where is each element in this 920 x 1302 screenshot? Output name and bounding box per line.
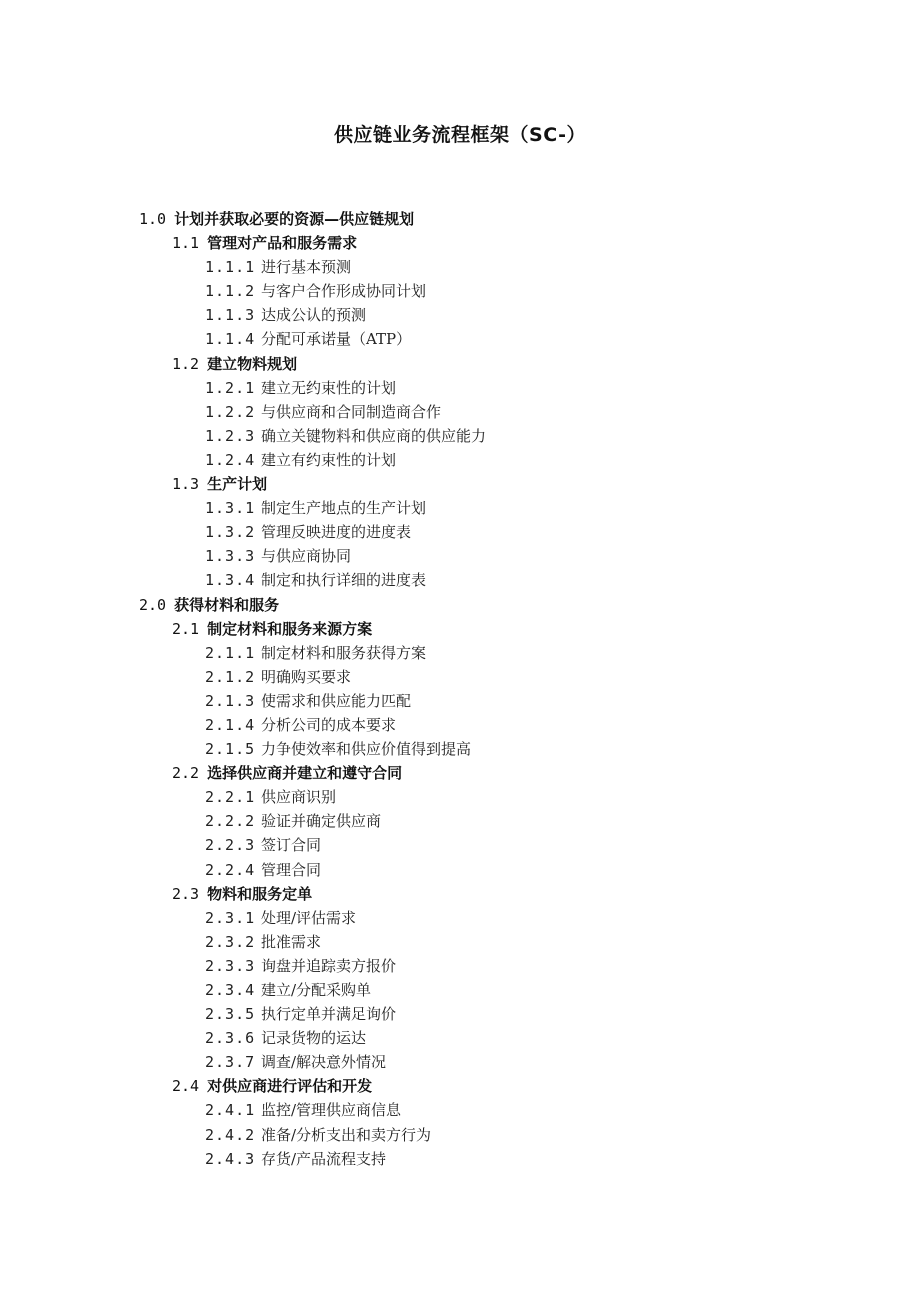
outline-number: 2.1.2	[205, 667, 256, 686]
outline-number: 2.1.1	[205, 643, 256, 662]
outline-text: 使需求和供应能力匹配	[261, 691, 412, 710]
outline-number: 1.3.2	[205, 523, 256, 542]
outline-number: 1.1.3	[205, 306, 256, 325]
outline-item	[0, 689, 920, 713]
outline-item	[0, 448, 920, 472]
outline-text: 建立/分配采购单	[261, 981, 372, 999]
outline-number: 2.1.5	[205, 740, 256, 759]
outline-number: 2.4	[172, 1077, 200, 1096]
outline-number: 2.3.4	[205, 981, 256, 999]
subsection-heading	[0, 352, 920, 376]
outline-text: 执行定单并满足询价	[261, 1005, 397, 1024]
outline-text: 制定材料和服务获得方案	[261, 643, 427, 662]
outline-number: 2.2.2	[205, 812, 256, 831]
outline-text: 对供应商进行评估和开发	[207, 1077, 373, 1096]
outline-text: 力争使效率和供应价值得到提高	[261, 740, 472, 759]
outline-text: 建立有约束性的计划	[261, 450, 397, 469]
outline-item	[0, 279, 920, 303]
outline-number: 1.3.4	[205, 571, 256, 590]
outline-number: 2.1	[172, 619, 200, 638]
outline-text: 存货/产品流程支持	[261, 1149, 387, 1168]
outline-number: 1.3.3	[205, 547, 256, 566]
outline-item	[0, 255, 920, 279]
outline-text: 管理反映进度的进度表	[261, 523, 412, 542]
outline-text: 获得材料和服务	[174, 595, 280, 614]
subsection-heading	[0, 231, 920, 255]
outline-text: 分配可承诺量（ATP）	[261, 330, 412, 349]
outline-number: 2.4.1	[205, 1101, 256, 1120]
outline-text: 调查/解决意外情况	[261, 1053, 387, 1072]
subsection-heading	[0, 1074, 920, 1098]
outline-text: 计划并获取必要的资源—供应链规划	[174, 210, 415, 228]
outline-number: 2.3.7	[205, 1053, 256, 1072]
outline-list	[0, 207, 920, 1171]
subsection-heading	[0, 617, 920, 641]
outline-item	[0, 809, 920, 833]
outline-text: 建立物料规划	[207, 354, 298, 373]
outline-item	[0, 1002, 920, 1026]
outline-number: 2.1.3	[205, 691, 256, 710]
outline-item	[0, 906, 920, 930]
outline-item	[0, 930, 920, 954]
outline-item	[0, 641, 920, 665]
outline-text: 询盘并追踪卖方报价	[261, 956, 397, 975]
outline-item	[0, 520, 920, 544]
outline-item	[0, 544, 920, 568]
outline-text: 验证并确定供应商	[261, 812, 382, 831]
outline-number: 2.3.3	[205, 956, 256, 975]
outline-number: 1.1.2	[205, 282, 256, 301]
outline-number: 2.0	[139, 595, 167, 614]
outline-item	[0, 1123, 920, 1147]
outline-text: 物料和服务定单	[207, 884, 313, 903]
section-heading	[0, 207, 920, 231]
outline-item	[0, 1147, 920, 1171]
outline-number: 1.3	[172, 475, 200, 494]
subsection-heading	[0, 761, 920, 785]
outline-text: 管理合同	[261, 860, 322, 879]
document-title: 供应链业务流程框架（SC-）	[334, 124, 586, 146]
outline-item	[0, 303, 920, 327]
outline-item	[0, 496, 920, 520]
outline-text: 记录货物的运达	[261, 1029, 367, 1048]
outline-number: 1.2.4	[205, 450, 256, 469]
outline-item	[0, 785, 920, 809]
outline-number: 1.0	[139, 210, 167, 228]
outline-item	[0, 713, 920, 737]
outline-item	[0, 833, 920, 857]
outline-text: 选择供应商并建立和遵守合同	[207, 764, 403, 783]
outline-item	[0, 858, 920, 882]
outline-item	[0, 737, 920, 761]
outline-number: 2.3.5	[205, 1005, 256, 1024]
outline-text: 明确购买要求	[261, 667, 352, 686]
outline-number: 2.3.2	[205, 932, 256, 951]
subsection-heading	[0, 882, 920, 906]
outline-text: 与供应商协同	[261, 547, 352, 566]
outline-number: 2.2.3	[205, 836, 256, 855]
outline-number: 2.1.4	[205, 715, 256, 734]
outline-text: 签订合同	[261, 836, 322, 855]
outline-text: 进行基本预测	[261, 258, 352, 277]
outline-item	[0, 954, 920, 978]
outline-text: 供应商识别	[261, 788, 337, 807]
outline-number: 1.2.3	[205, 426, 256, 445]
outline-number: 1.3.1	[205, 499, 256, 518]
outline-number: 1.2.1	[205, 378, 256, 397]
outline-text: 制定和执行详细的进度表	[261, 571, 427, 590]
outline-number: 2.4.3	[205, 1149, 256, 1168]
outline-text: 处理/评估需求	[261, 908, 357, 927]
outline-number: 1.1	[172, 234, 200, 253]
outline-item	[0, 978, 920, 1002]
outline-text: 制定生产地点的生产计划	[261, 499, 427, 518]
outline-text: 生产计划	[207, 475, 268, 494]
outline-number: 1.1.4	[205, 330, 256, 349]
outline-number: 2.3.1	[205, 908, 256, 927]
outline-text: 达成公认的预测	[261, 306, 367, 325]
outline-number: 2.2	[172, 764, 200, 783]
outline-text: 批准需求	[261, 932, 322, 951]
outline-number: 1.2.2	[205, 402, 256, 421]
outline-text: 监控/管理供应商信息	[261, 1101, 402, 1120]
outline-text: 与客户合作形成协同计划	[261, 282, 427, 301]
outline-item	[0, 376, 920, 400]
outline-text: 与供应商和合同制造商合作	[261, 402, 442, 421]
outline-number: 2.3	[172, 884, 200, 903]
section-heading	[0, 593, 920, 617]
outline-text: 分析公司的成本要求	[261, 715, 397, 734]
outline-number: 2.4.2	[205, 1125, 256, 1144]
outline-item	[0, 1098, 920, 1122]
outline-item	[0, 424, 920, 448]
subsection-heading	[0, 472, 920, 496]
outline-text: 准备/分析支出和卖方行为	[261, 1125, 432, 1144]
outline-item	[0, 327, 920, 351]
outline-number: 1.2	[172, 354, 200, 373]
outline-item	[0, 1050, 920, 1074]
outline-number: 2.2.4	[205, 860, 256, 879]
outline-number: 1.1.1	[205, 258, 256, 277]
outline-item	[0, 400, 920, 424]
outline-number: 2.3.6	[205, 1029, 256, 1048]
outline-text: 制定材料和服务来源方案	[207, 619, 373, 638]
outline-text: 建立无约束性的计划	[261, 378, 397, 397]
outline-item	[0, 1026, 920, 1050]
outline-text: 确立关键物料和供应商的供应能力	[261, 426, 487, 445]
outline-number: 2.2.1	[205, 788, 256, 807]
outline-text: 管理对产品和服务需求	[207, 234, 358, 253]
outline-item	[0, 665, 920, 689]
outline-item	[0, 568, 920, 592]
